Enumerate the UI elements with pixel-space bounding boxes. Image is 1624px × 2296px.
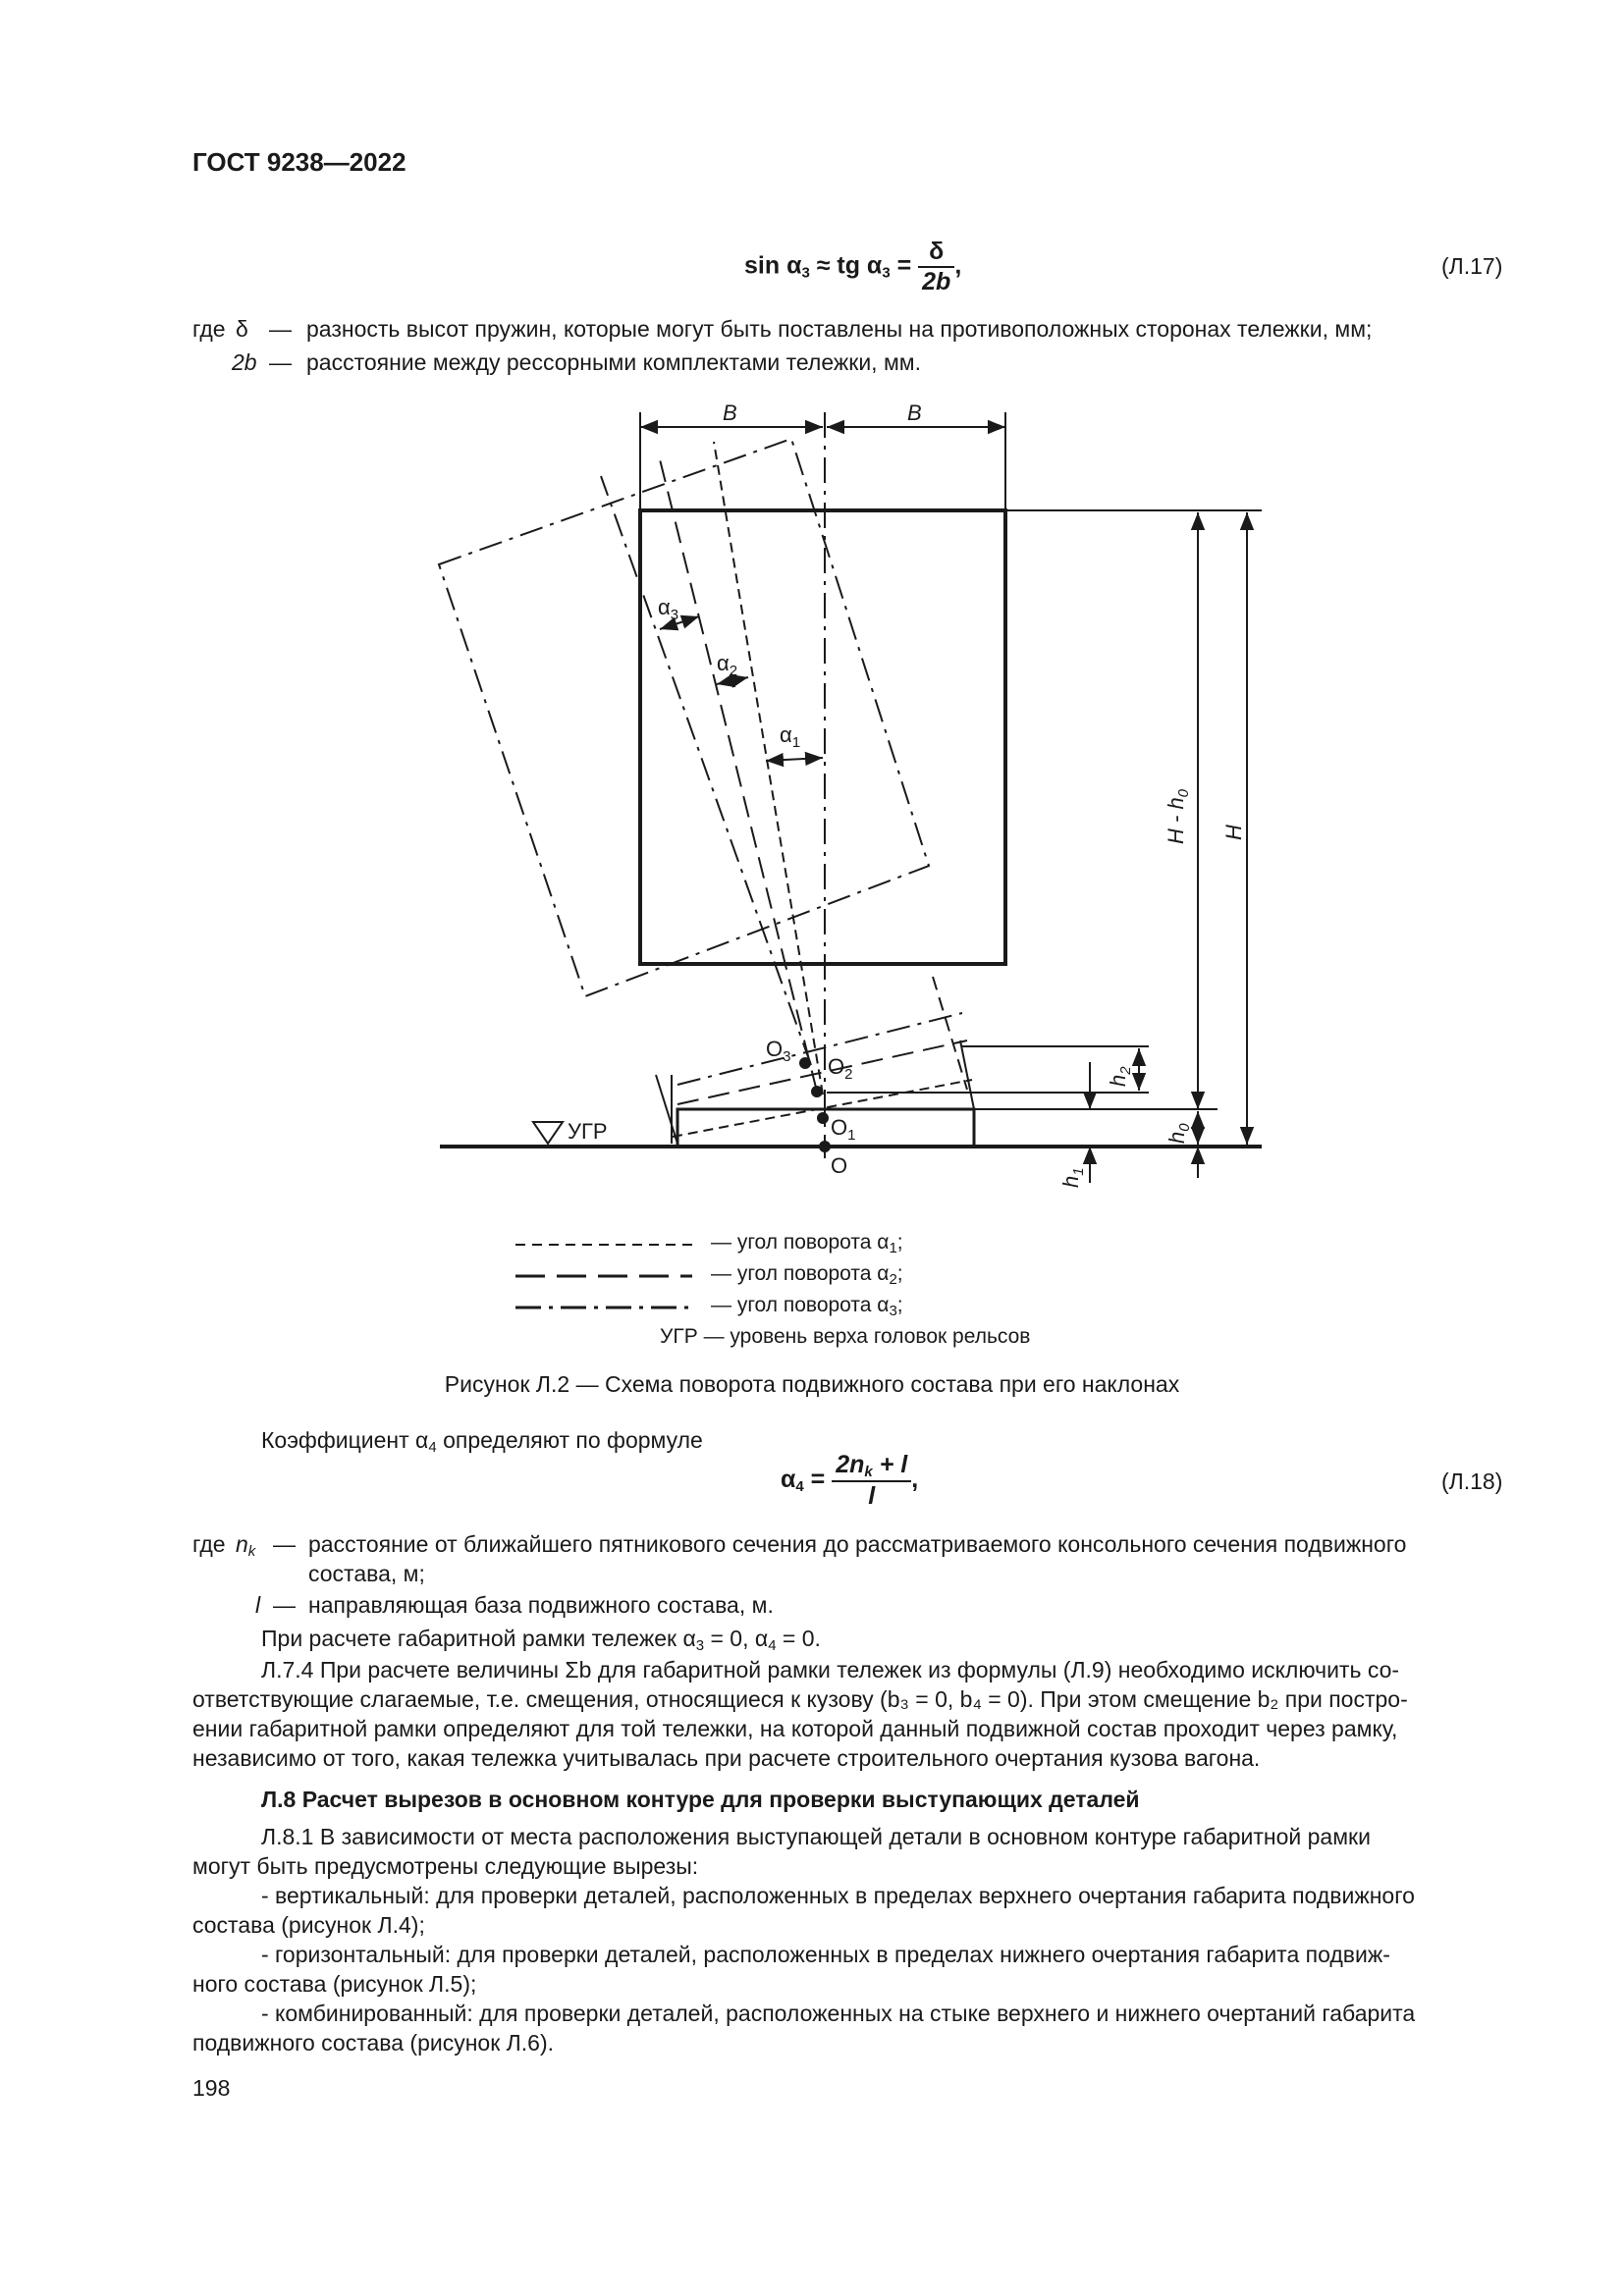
page-number: 198 bbox=[192, 2075, 231, 2101]
paragraph-bogie-frame: При расчете габаритной рамки тележек $\alpha_3 = 0$, $\alpha_4 = 0$. bbox=[261, 1626, 821, 1654]
equation-number-l18: (Л.18) bbox=[1441, 1468, 1503, 1494]
body-rectangle-tilted bbox=[439, 439, 929, 996]
formula-l18: $\alpha_4$ = $\frac{2n_k + l}{l}$ , bbox=[781, 1451, 919, 1510]
equation-number-l17: (Л.17) bbox=[1441, 253, 1503, 279]
label-O2: $O_2$ bbox=[828, 1054, 853, 1083]
legend-item-alpha1: — угол поворота $\alpha_1$; bbox=[711, 1231, 903, 1256]
symbol-nk: $n_k$ bbox=[236, 1531, 256, 1560]
document-header: ГОСТ 9238—2022 bbox=[192, 147, 406, 177]
label-B-left: B bbox=[723, 400, 737, 425]
figure-caption: Рисунок Л.2 — Схема поворота подвижного состава при его наклонах bbox=[444, 1371, 1180, 1397]
label-h0: $h_0$ bbox=[1164, 1123, 1193, 1144]
label-h2: $h_2$ bbox=[1106, 1066, 1134, 1087]
legend-item-alpha3: — угол поворота $\alpha_3$; bbox=[711, 1294, 903, 1319]
ugr-triangle bbox=[533, 1122, 563, 1144]
arc-alpha1 bbox=[766, 758, 823, 761]
label-alpha2: $\alpha_2$ bbox=[717, 651, 738, 679]
label-H-h0: H - $h_0$ bbox=[1164, 788, 1192, 844]
wheel-mark-right-2 bbox=[960, 1041, 974, 1109]
formula-l17-fraction: $\frac{\delta}{2b}$ bbox=[918, 238, 954, 296]
axis-alpha1 bbox=[714, 442, 823, 1095]
label-O: O bbox=[831, 1153, 848, 1178]
axis-alpha2 bbox=[660, 459, 817, 1092]
label-B-right: B bbox=[907, 400, 922, 425]
label-O1: $O_1$ bbox=[831, 1115, 856, 1144]
platform-alpha2 bbox=[677, 1041, 967, 1104]
label-alpha3: $\alpha_3$ bbox=[658, 595, 679, 623]
axis-alpha3 bbox=[601, 476, 811, 1065]
coefficient-intro: Коэффициент $\alpha_4$ определяют по формуле bbox=[261, 1427, 703, 1456]
label-H: H bbox=[1221, 825, 1246, 840]
label-alpha1: $\alpha_1$ bbox=[780, 722, 801, 751]
where-block-l17: где δ — разность высот пружин, которые могут быть поставлены на противоположных сторонах тележки, мм; 2b — расстояние между рессорными комплектами тележки, мм. bbox=[192, 316, 1373, 375]
point-O2 bbox=[811, 1086, 823, 1097]
symbol-l: l bbox=[255, 1592, 261, 1618]
point-O bbox=[819, 1141, 831, 1152]
paragraph-l-7-4: Л.7.4 При расчете величины Σb для габаритной рамки тележек из формулы (Л.9) необходимо исключить со- ответствующие слагаемые, т.е. смещения, относящиеся к кузову (b₃ = 0, b₄ = 0). При этом смещение b₂ при постро- ении габаритной рамки определяют для той тележки, на которой данный подвижной состав проходит через рамку, независимо от того, какая тележка учитывалась при расчете строительного очертания кузова вагона. bbox=[192, 1657, 1408, 1771]
symbol-2b: 2b bbox=[232, 349, 257, 375]
wheel-mark-left-1 bbox=[656, 1075, 677, 1144]
where-block-l18: где $n_k$ — расстояние от ближайшего пятникового сечения до рассматриваемого консольного сечения подвижного состава, м; l — направляющая база подвижного состава, м. bbox=[192, 1531, 1407, 1618]
wheel-mark-right-1 bbox=[933, 977, 967, 1090]
label-O3: $O_3$ bbox=[766, 1037, 791, 1065]
label-h1: $h_1$ bbox=[1058, 1167, 1087, 1188]
point-O3 bbox=[799, 1057, 811, 1069]
section-heading-l8: Л.8 Расчет вырезов в основном контуре для проверки выступающих деталей bbox=[261, 1787, 1140, 1812]
symbol-delta: δ bbox=[236, 316, 248, 342]
formula-l18-fraction: $\frac{2n_k + l}{l}$ bbox=[832, 1451, 911, 1511]
formula-l17: $\sin \alpha_3$ ≈ tg $\alpha_3$ = $\frac{\delta}{2b}$ , bbox=[744, 238, 962, 295]
point-O1 bbox=[817, 1112, 829, 1124]
label-ugr: УГР bbox=[568, 1119, 608, 1144]
legend-item-ugr: УГР — уровень верха головок рельсов bbox=[660, 1325, 1031, 1348]
formula-l17-lhs: sin α bbox=[744, 251, 802, 280]
legend-item-alpha2: — угол поворота $\alpha_2$; bbox=[711, 1262, 903, 1288]
paragraph-l-8-1: Л.8.1 В зависимости от места расположения выступающей детали в основном контуре габаритной рамки могут быть предусмотрены следующие вырезы: - вертикальный: для проверки деталей, расположенных в пределах верхнего очертания габарита подвижного состава (рисунок Л.4); - горизонтальный: для проверки деталей, расположенных в пределах нижнего очертания габарита подвиж- ного состава (рисунок Л.5); - комбинированный: для проверки деталей, расположенных на стыке верхнего и нижнего очертаний габарита подвижного состава (рисунок Л.6). bbox=[192, 1824, 1416, 2056]
